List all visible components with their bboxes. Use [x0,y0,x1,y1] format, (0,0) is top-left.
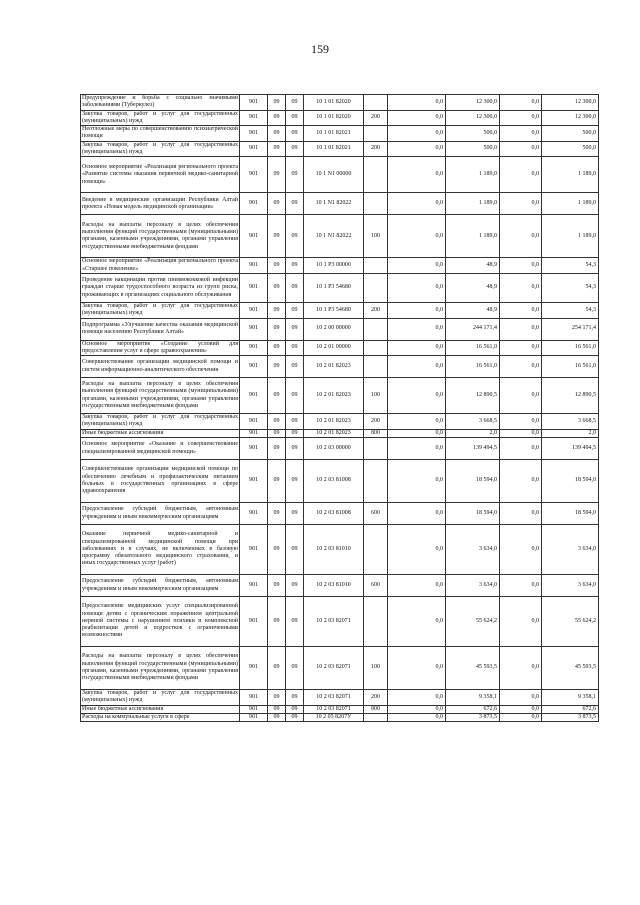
row-rz: 09 [268,460,286,503]
row-value-1: 0,0 [388,215,446,258]
row-value-3: 0,0 [500,438,542,460]
row-ved: 901 [240,141,268,157]
row-name: Иные бюджетные ассигнования [81,705,240,713]
table-row [81,378,599,414]
row-value-1: 0,0 [388,460,446,503]
row-value-2: 48,9 [446,273,500,302]
row-rz: 09 [268,525,286,575]
row-value-1: 0,0 [388,647,446,690]
row-vr [364,95,388,111]
row-rz: 09 [268,302,286,318]
row-csr: 10 1 N1 82022 [304,215,364,258]
row-rz: 09 [268,705,286,713]
row-value-3: 0,0 [500,597,542,647]
row-csr: 10 1 01 82020 [304,95,364,111]
row-value-3: 0,0 [500,318,542,340]
row-value-3: 0,0 [500,157,542,193]
row-rz: 09 [268,95,286,111]
table-row [81,258,599,274]
row-name: Основное мероприятие «Создание условий для предоставления услуг в сфере здравоохранения» [82,340,238,354]
row-value-1: 0,0 [388,713,446,721]
row-pr: 09 [286,713,304,721]
row-value-2: 16 561,0 [446,356,500,378]
row-value-1: 0,0 [388,110,446,126]
row-value-3: 0,0 [500,126,542,142]
row-value-2: 139 494,5 [446,438,500,460]
row-name: Предоставление медицинских услуг специализированной помощи детям с органическим поражением центральной нервной системы с нарушением психики и комплексной реабилитации детей и подростков с ограниченными возможностями [81,597,240,647]
row-name: Совершенствование организации медицинской помощи по обеспечению лечебным и профилактическим питанием больных в государственных организациях в сфере здравоохранения [81,460,240,503]
row-vr [364,460,388,503]
row-vr [364,356,388,378]
row-vr: 600 [364,575,388,597]
row-rz: 09 [268,378,286,414]
row-vr: 600 [364,503,388,525]
row-pr: 09 [286,503,304,525]
row-vr: 800 [364,705,388,713]
row-csr: 10 1 P3 54680 [304,302,364,318]
row-name: Введение в медицинские организации Республики Алтай проекта «Новая модель медицинской организации» [81,193,240,215]
row-ved: 901 [240,95,268,111]
row-value-2: 3 668,5 [446,414,500,430]
row-value-3: 0,0 [500,215,542,258]
row-value-1: 0,0 [388,438,446,460]
row-csr: 10 2 03 81010 [304,525,364,575]
row-ved: 901 [240,438,268,460]
row-value-3: 0,0 [500,302,542,318]
row-name: Основное мероприятие «Реализация регионального проекта «Развитие системы оказания первичной медико-санитарной помощи» [81,157,240,193]
row-ved: 901 [240,713,268,721]
row-name: Закупка товаров, работ и услуг для государственных (муниципальных) нужд [82,690,238,704]
row-value-1: 0,0 [388,356,446,378]
row-ved: 901 [240,318,268,340]
row-value-2: 3 634,0 [446,525,500,575]
row-vr [364,340,388,356]
row-csr: 10 2 00 00000 [304,318,364,340]
row-ved: 901 [240,705,268,713]
row-name: Оказание первичной медико-санитарной и специализированной медицинской помощи при заболеваниях и в случаях, не включенных в базовую программу обязательного медицинского страхования, и иных государственных услуг (работ) [81,525,240,575]
row-rz: 09 [268,429,286,437]
row-value-4: 12 300,0 [542,110,599,126]
row-pr: 09 [286,438,304,460]
row-value-3: 0,0 [500,690,542,706]
row-value-2: 48,9 [446,302,500,318]
row-rz: 09 [268,141,286,157]
row-value-4: 18 594,0 [542,460,599,503]
table-row [81,503,599,525]
row-pr: 09 [286,340,304,356]
row-value-4: 1 189,0 [542,193,599,215]
row-value-1: 0,0 [388,705,446,713]
row-csr: 10 1 P3 00000 [304,258,364,274]
row-pr: 09 [286,215,304,258]
row-value-1: 0,0 [388,302,446,318]
row-value-1: 0,0 [388,340,446,356]
row-value-4: 18 594,0 [542,503,599,525]
row-value-3: 0,0 [500,525,542,575]
row-pr: 09 [286,525,304,575]
row-name: Расходы на выплаты персоналу в целях обеспечения выполнения функций государственными (муниципальными) органами, казенными учреждениями, органами управления государственными внебюджетными фондами [81,647,240,690]
row-value-4: 54,3 [542,273,599,302]
row-csr: 10 2 03 82071 [304,647,364,690]
row-pr: 09 [286,95,304,111]
row-vr: 100 [364,647,388,690]
row-value-1: 0,0 [388,690,446,706]
row-pr: 09 [286,356,304,378]
row-value-1: 0,0 [388,525,446,575]
row-vr [364,438,388,460]
row-csr: 10 2 01 00000 [304,340,364,356]
row-vr: 200 [364,414,388,430]
row-csr: 10 2 03 81010 [304,575,364,597]
row-value-4: 16 561,0 [542,356,599,378]
row-pr: 09 [286,258,304,274]
row-csr: 10 2 01 82023 [304,429,364,437]
table-row [81,414,599,430]
budget-table [80,94,599,722]
row-value-4: 54,3 [542,258,599,274]
row-rz: 09 [268,647,286,690]
row-value-4: 3 634,0 [542,575,599,597]
row-value-1: 0,0 [388,318,446,340]
row-ved: 901 [240,525,268,575]
row-value-1: 0,0 [388,597,446,647]
row-value-1: 0,0 [388,157,446,193]
row-csr: 10 2 03 81008 [304,503,364,525]
row-ved: 901 [240,302,268,318]
row-vr: 100 [364,215,388,258]
row-csr: 10 2 03 82071 [304,690,364,706]
row-rz: 09 [268,110,286,126]
row-value-2: 55 624,2 [446,597,500,647]
row-csr: 10 2 03 82071 [304,705,364,713]
row-ved: 901 [240,157,268,193]
table-row [81,273,599,302]
row-value-1: 0,0 [388,575,446,597]
row-vr [364,713,388,721]
row-name: Закупка товаров, работ и услуг для государственных (муниципальных) нужд [82,141,238,156]
row-name: Закупка товаров, работ и услуг для государственных (муниципальных) нужд [82,414,238,428]
row-pr: 09 [286,157,304,193]
row-pr: 09 [286,318,304,340]
row-value-4: 3 873,5 [542,713,599,721]
table-row [81,215,599,258]
row-value-2: 3 634,0 [446,575,500,597]
row-value-3: 0,0 [500,414,542,430]
row-value-2: 48,9 [446,258,500,274]
row-rz: 09 [268,690,286,706]
row-csr: 10 1 01 82021 [304,126,364,142]
row-pr: 09 [286,193,304,215]
row-ved: 901 [240,460,268,503]
row-value-4: 45 593,5 [542,647,599,690]
row-name: Расходы на коммунальные услуги в сфере [81,713,240,721]
row-vr: 200 [364,690,388,706]
row-value-2: 1 189,0 [446,193,500,215]
row-value-2: 244 171,4 [446,318,500,340]
row-value-4: 2,0 [542,429,599,437]
row-name: Предоставление субсидий бюджетным, автономным учреждениям и иным некоммерческим организациям [81,503,240,525]
row-value-1: 0,0 [388,503,446,525]
row-value-2: 18 594,0 [446,460,500,503]
row-pr: 09 [286,378,304,414]
row-vr: 200 [364,302,388,318]
row-value-4: 254 171,4 [542,318,599,340]
table-row [81,713,599,721]
row-value-3: 0,0 [500,273,542,302]
row-ved: 901 [240,597,268,647]
table-row [81,157,599,193]
row-value-3: 0,0 [500,258,542,274]
table-row [81,597,599,647]
row-csr: 10 1 01 82021 [304,141,364,157]
row-value-1: 0,0 [388,193,446,215]
row-value-3: 0,0 [500,503,542,525]
row-rz: 09 [268,258,286,274]
row-vr [364,597,388,647]
row-rz: 09 [268,193,286,215]
row-vr: 800 [364,429,388,437]
row-name: Расходы на выплаты персоналу в целях обеспечения выполнения функций государственными (муниципальными) органами, казенными учреждениями, органами управления государственными внебюджетными фондами [81,378,240,414]
row-value-2: 672,6 [446,705,500,713]
row-ved: 901 [240,575,268,597]
row-value-4: 500,0 [542,126,599,142]
table-row [81,193,599,215]
row-value-1: 0,0 [388,414,446,430]
row-value-3: 0,0 [500,378,542,414]
row-name: Основное мероприятие «Оказание и совершенствование специализированной медицинской помощи» [81,438,240,460]
row-value-2: 1 189,0 [446,215,500,258]
row-csr: 10 1 01 82020 [304,110,364,126]
row-name: Расходы на выплаты персоналу в целях обеспечения выполнения функций государственными (муниципальными) органами, казенными учреждениями, органами управления государственными внебюджетными фондами [81,215,240,258]
row-pr: 09 [286,647,304,690]
row-ved: 901 [240,690,268,706]
row-name: Неотложные меры по совершенствованию психиатрической помощи [82,126,238,140]
row-csr: 10 1 P3 54680 [304,273,364,302]
row-vr [364,273,388,302]
row-value-4: 55 624,2 [542,597,599,647]
row-pr: 09 [286,705,304,713]
table-row [81,690,599,706]
row-ved: 901 [240,126,268,142]
row-rz: 09 [268,575,286,597]
row-rz: 09 [268,438,286,460]
table-row [81,126,599,142]
row-csr: 10 1 N1 00000 [304,157,364,193]
row-csr: 10 2 01 82023 [304,378,364,414]
table-row [81,110,599,126]
row-pr: 09 [286,460,304,503]
row-value-2: 12 890,5 [446,378,500,414]
row-value-1: 0,0 [388,429,446,437]
row-ved: 901 [240,215,268,258]
row-rz: 09 [268,597,286,647]
row-value-3: 0,0 [500,429,542,437]
row-value-1: 0,0 [388,273,446,302]
row-vr [364,318,388,340]
row-name: Предупреждение и борьба с социально значимыми заболеваниями (Туберкулез) [82,95,238,109]
row-value-2: 45 593,5 [446,647,500,690]
row-value-3: 0,0 [500,141,542,157]
row-value-3: 0,0 [500,356,542,378]
row-rz: 09 [268,273,286,302]
row-pr: 09 [286,273,304,302]
row-value-4: 12 300,0 [542,95,599,111]
table-row [81,575,599,597]
row-value-2: 2,0 [446,429,500,437]
row-value-2: 16 561,0 [446,340,500,356]
row-ved: 901 [240,193,268,215]
row-value-3: 0,0 [500,110,542,126]
row-ved: 901 [240,647,268,690]
row-name: Подпрограмма «Улучшение качества оказания медицинской помощи населению Республики Алтай» [81,318,240,340]
row-value-4: 139 494,5 [542,438,599,460]
row-value-2: 18 594,0 [446,503,500,525]
row-pr: 09 [286,690,304,706]
row-value-4: 12 890,5 [542,378,599,414]
row-name: Проведение вакцинации против пневмококковой инфекции граждан старше трудоспособного возраста из групп риска, проживающих в организациях социального обслуживания [81,273,240,302]
row-pr: 09 [286,429,304,437]
row-value-3: 0,0 [500,340,542,356]
row-value-1: 0,0 [388,126,446,142]
table-row [81,429,599,437]
row-rz: 09 [268,414,286,430]
row-value-3: 0,0 [500,575,542,597]
row-value-2: 500,0 [446,141,500,157]
row-value-1: 0,0 [388,378,446,414]
table-row [81,356,599,378]
row-pr: 09 [286,302,304,318]
row-rz: 09 [268,215,286,258]
row-pr: 09 [286,126,304,142]
row-value-3: 0,0 [500,193,542,215]
row-value-4: 16 561,0 [542,340,599,356]
table-row [81,302,599,318]
row-value-1: 0,0 [388,141,446,157]
row-rz: 09 [268,126,286,142]
row-value-3: 0,0 [500,647,542,690]
row-value-3: 0,0 [500,95,542,111]
row-name: Закупка товаров, работ и услуг для государственных (муниципальных) нужд [82,302,238,317]
row-pr: 09 [286,575,304,597]
row-vr: 100 [364,378,388,414]
table-row [81,525,599,575]
row-vr [364,126,388,142]
row-vr [364,193,388,215]
row-rz: 09 [268,356,286,378]
row-vr: 200 [364,141,388,157]
row-value-1: 0,0 [388,258,446,274]
row-pr: 09 [286,141,304,157]
row-csr: 10 2 01 82023 [304,356,364,378]
row-value-2: 12 300,0 [446,95,500,111]
row-value-4: 9 358,1 [542,690,599,706]
row-vr [364,525,388,575]
row-value-4: 672,6 [542,705,599,713]
row-csr: 10 1 N1 82022 [304,193,364,215]
row-csr: 10 2 05 8207У [304,713,364,721]
row-value-2: 1 189,0 [446,157,500,193]
page-number: 159 [311,42,329,56]
row-value-2: 500,0 [446,126,500,142]
row-ved: 901 [240,273,268,302]
row-csr: 10 2 03 81008 [304,460,364,503]
row-ved: 901 [240,429,268,437]
row-csr: 10 2 03 82071 [304,597,364,647]
row-ved: 901 [240,110,268,126]
row-rz: 09 [268,340,286,356]
row-ved: 901 [240,340,268,356]
row-rz: 09 [268,713,286,721]
row-rz: 09 [268,503,286,525]
row-name: Иные бюджетные ассигнования [81,429,240,437]
row-value-4: 500,0 [542,141,599,157]
row-ved: 901 [240,378,268,414]
row-value-4: 54,3 [542,302,599,318]
row-name: Закупка товаров, работ и услуг для государственных (муниципальных) нужд [82,110,238,124]
row-rz: 09 [268,157,286,193]
row-pr: 09 [286,110,304,126]
row-value-4: 3 668,5 [542,414,599,430]
table-row [81,460,599,503]
row-csr: 10 2 01 82023 [304,414,364,430]
row-value-2: 9 358,1 [446,690,500,706]
row-value-4: 3 634,0 [542,525,599,575]
row-ved: 901 [240,414,268,430]
table-row [81,705,599,713]
row-name: Совершенствование организации медицинской помощи и систем информационно-аналитического обеспечения [81,356,240,378]
row-value-2: 12 300,0 [446,110,500,126]
row-value-1: 0,0 [388,95,446,111]
row-name: Основное мероприятие «Реализация регионального проекта «Старшее поколение» [82,258,238,272]
table-row [81,318,599,340]
row-value-3: 0,0 [500,460,542,503]
row-value-2: 3 873,5 [446,713,500,721]
row-value-3: 0,0 [500,705,542,713]
row-vr [364,258,388,274]
row-ved: 901 [240,356,268,378]
row-name: Предоставление субсидий бюджетным, автономным учреждениям и иным некоммерческим организациям [81,575,240,597]
row-value-4: 1 189,0 [542,215,599,258]
table-row [81,141,599,157]
table-row [81,340,599,356]
row-pr: 09 [286,597,304,647]
row-vr [364,157,388,193]
row-csr: 10 2 03 00000 [304,438,364,460]
row-vr: 200 [364,110,388,126]
table-row [81,95,599,111]
row-ved: 901 [240,503,268,525]
row-rz: 09 [268,318,286,340]
table-row [81,438,599,460]
table-row [81,647,599,690]
row-value-4: 1 189,0 [542,157,599,193]
row-pr: 09 [286,414,304,430]
row-ved: 901 [240,258,268,274]
row-value-3: 0,0 [500,713,542,721]
